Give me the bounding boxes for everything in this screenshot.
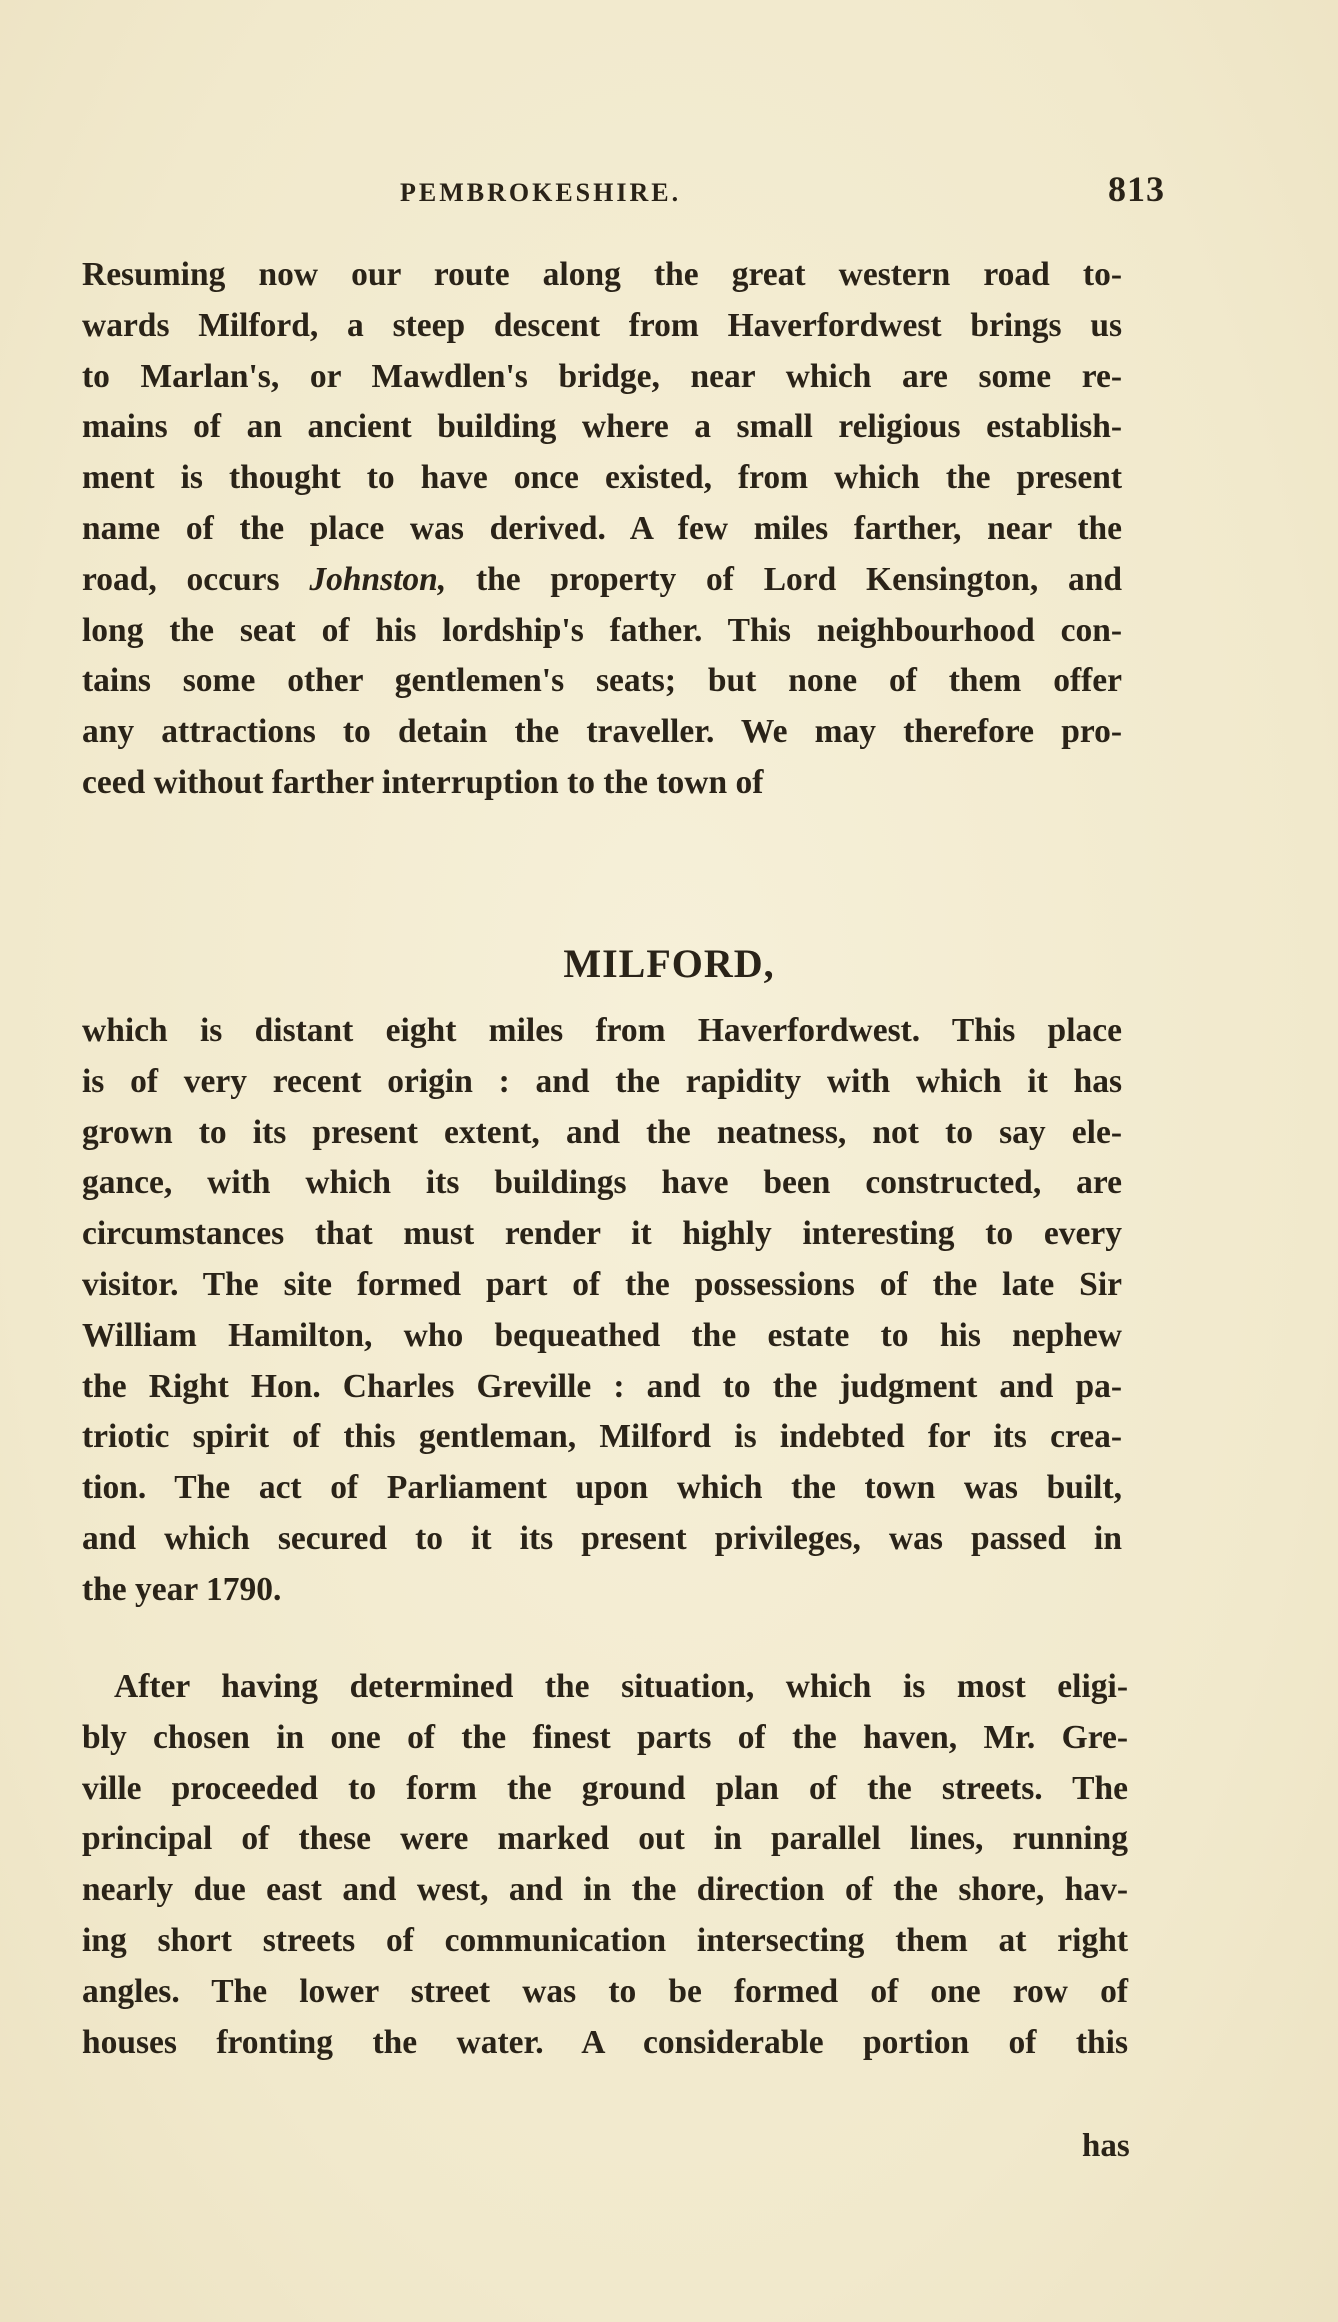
text-line: which is distant eight miles from Haverfordwest. This place (82, 1012, 1122, 1049)
text-line: ing short streets of communication intersecting them at right (82, 1921, 1128, 1959)
text-line: bly chosen in one of the finest parts of the haven, Mr. Gre- (82, 1718, 1128, 1756)
text-line: tion. The act of Parliament upon which the town was built, (82, 1469, 1122, 1507)
text-line: ville proceeded to form the ground plan of the streets. The (82, 1769, 1128, 1807)
paragraph-after-having (82, 1662, 1128, 2068)
text-line: long the seat of his lordship's father. This neighbourhood con- (82, 611, 1122, 649)
text-line: ceed without farther interruption to the town of (82, 763, 764, 801)
text-line: nearly due east and west, and in the direction of the shore, hav- (82, 1871, 1128, 1909)
text-line: is of very recent origin : and the rapidity with which it has (82, 1062, 1122, 1100)
text-line: circumstances that must render it highly interesting to every (82, 1215, 1122, 1253)
text-line: houses fronting the water. A considerable portion of this (82, 2023, 1128, 2061)
text-line: name of the place was derived. A few miles farther, near the (82, 509, 1122, 547)
text-line: triotic spirit of this gentleman, Milford is indebted for its crea- (82, 1418, 1122, 1456)
text-line: ment is thought to have once existed, from which the present (82, 459, 1122, 497)
text-line: the Right Hon. Charles Greville : and to the judgment and pa- (82, 1367, 1122, 1405)
text-line: principal of these were marked out in parallel lines, running (82, 1820, 1128, 1858)
text-line: and which secured to it its present privileges, was passed in (82, 1519, 1122, 1557)
text-line: any attractions to detain the traveller. We may therefore pro- (82, 713, 1122, 751)
text-line: gance, with which its buildings have been constructed, are (82, 1164, 1122, 1202)
text-line: the year 1790. (82, 1570, 282, 1608)
text-line: tains some other gentlemen's seats; but none of them offer (82, 662, 1122, 700)
text-line: angles. The lower street was to be formed of one row of (82, 1972, 1128, 2010)
text-line-johnston (82, 555, 1122, 606)
text-line: Resuming now our route along the great western road to- (82, 256, 1122, 293)
text-line: to Marlan's, or Mawdlen's bridge, near which are some re- (82, 357, 1122, 395)
page-number: 813 (1108, 169, 1165, 209)
paragraph-resuming (82, 250, 1122, 809)
text-line: grown to its present extent, and the neatness, not to say ele- (82, 1113, 1122, 1151)
section-heading-milford: MILFORD, (563, 941, 775, 986)
text-line: William Hamilton, who bequeathed the estate to his nephew (82, 1316, 1122, 1354)
text-fragment: the property of Lord Kensington, and (475, 560, 1123, 598)
text-line: wards Milford, a steep descent from Haverfordwest brings us (82, 306, 1122, 344)
text-fragment: road, occurs (82, 560, 280, 598)
place-name-johnston: Johnston, (309, 560, 447, 598)
text-line: visitor. The site formed part of the possessions of the late Sir (82, 1265, 1122, 1303)
paragraph-milford (82, 1006, 1122, 1616)
text-line: mains of an ancient building where a small religious establish- (82, 408, 1122, 446)
running-head: PEMBROKESHIRE. (400, 178, 682, 207)
text-line: After having determined the situation, which is most eligi- (114, 1668, 1128, 1705)
catchword: has (1082, 2128, 1130, 2164)
